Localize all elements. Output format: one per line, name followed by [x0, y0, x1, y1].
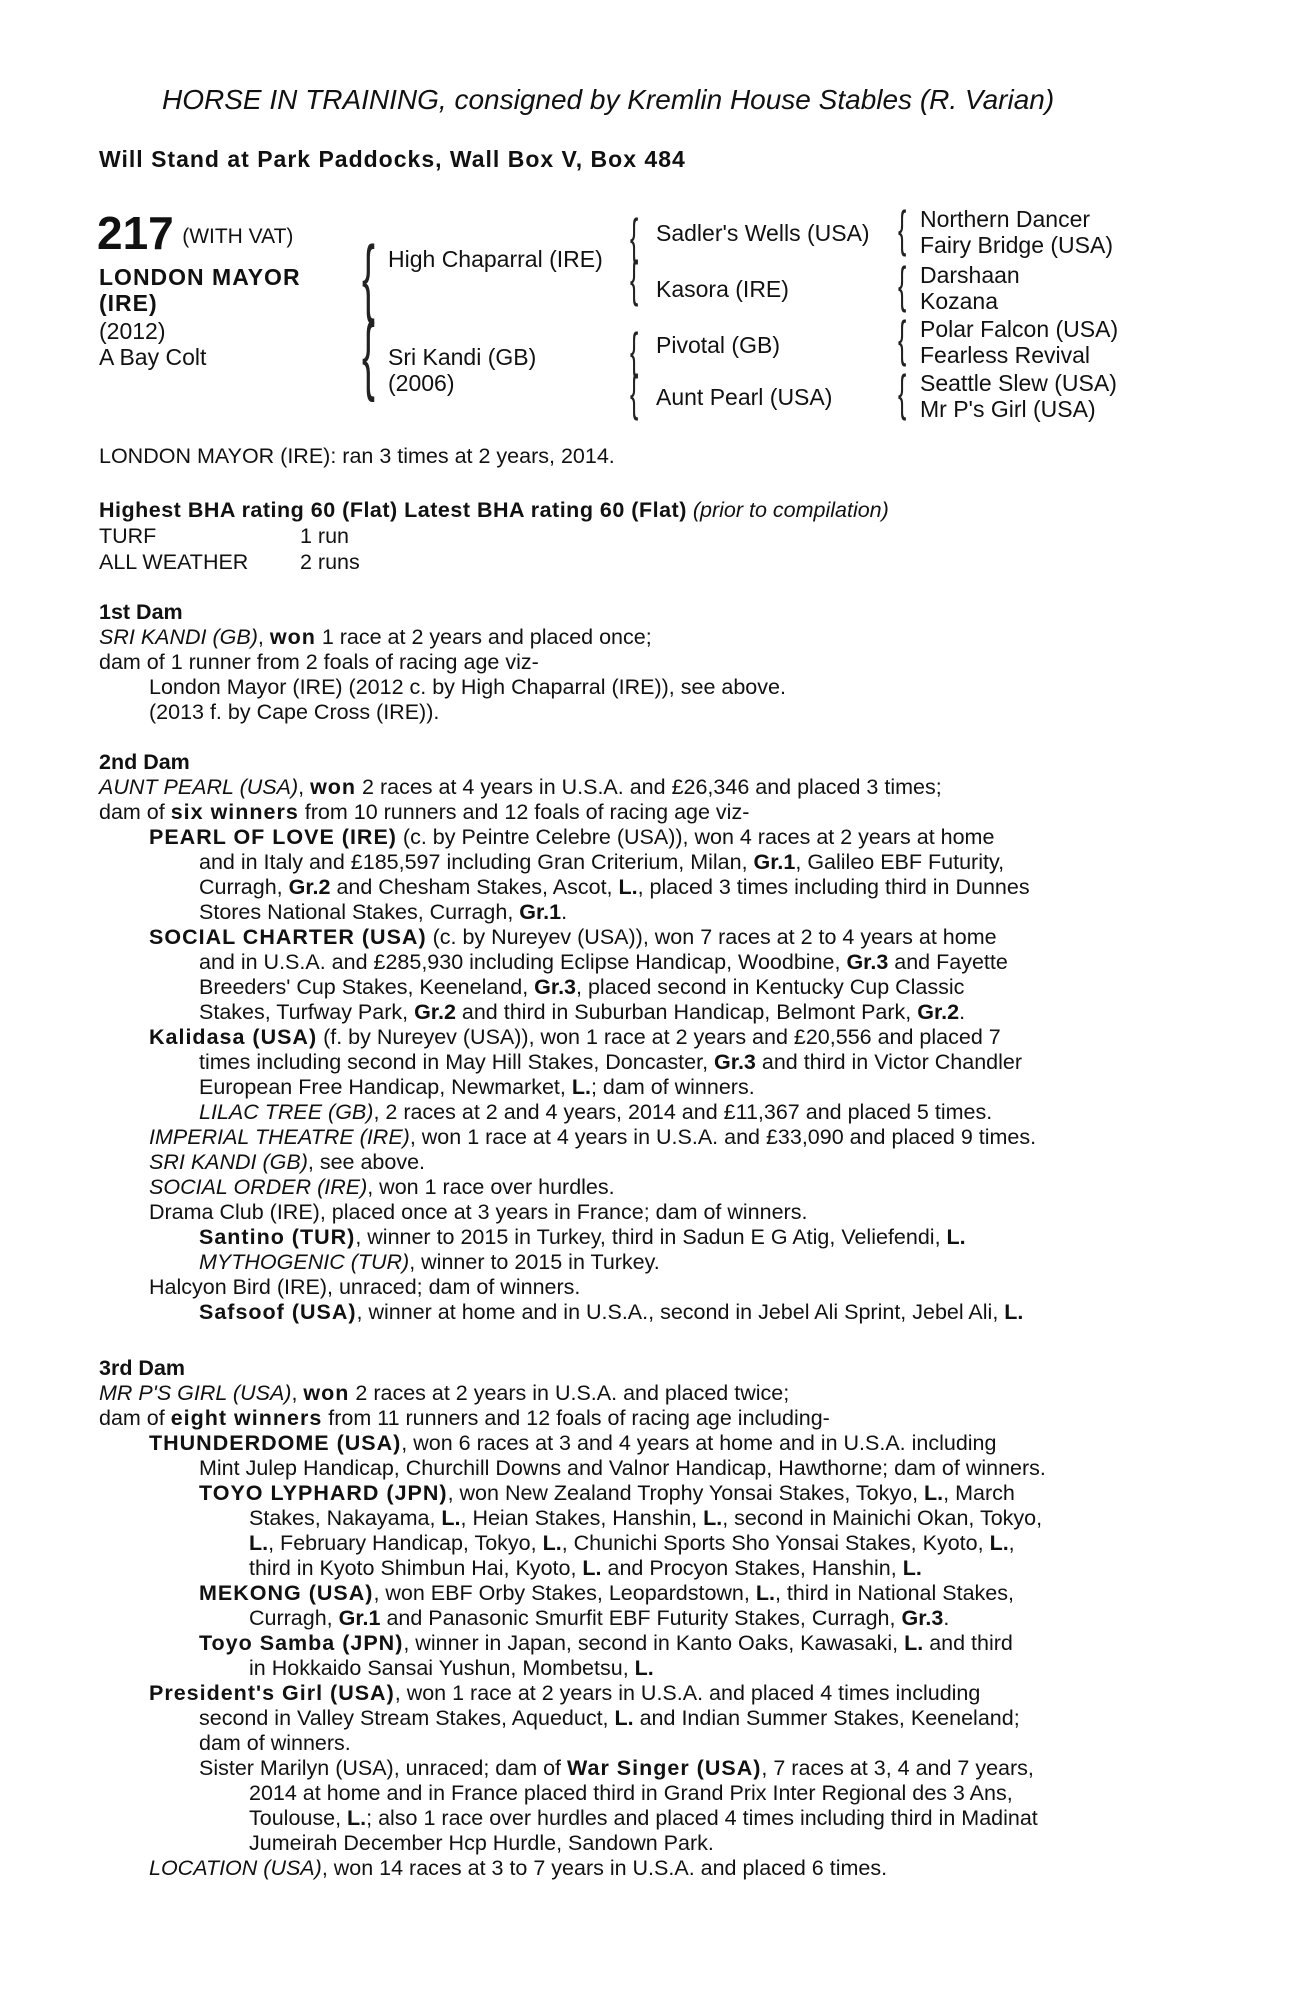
dam-year: (2006) [388, 370, 455, 396]
second-dam-line: Safsoof (USA), winner at home and in U.S.A., second in Jebel Ali Sprint, Jebel Ali, L. [199, 1300, 1024, 1324]
third-dam-line: third in Kyoto Shimbun Hai, Kyoto, L. and Procyon Stakes, Hanshin, L. [249, 1556, 922, 1580]
third-dam-line: in Hokkaido Sansai Yushun, Mombetsu, L. [249, 1656, 654, 1680]
second-dam-line: Breeders' Cup Stakes, Keeneland, Gr.3, placed second in Kentucky Cup Classic [199, 975, 965, 999]
race-summary: LONDON MAYOR (IRE): ran 3 times at 2 years, 2014. [99, 444, 615, 468]
pedigree-brace: { [630, 251, 639, 307]
third-dam-line: Sister Marilyn (USA), unraced; dam of War Singer (USA), 7 races at 3, 4 and 7 years, [199, 1756, 1034, 1780]
dam-sire-dam: Fearless Revival [920, 342, 1090, 368]
second-dam-line: SOCIAL ORDER (IRE), won 1 race over hurdles. [149, 1175, 615, 1199]
third-dam-line: THUNDERDOME (USA), won 6 races at 3 and 4 years at home and in U.S.A. including [149, 1431, 997, 1455]
turf-label: TURF [99, 524, 157, 548]
second-dam-line: Kalidasa (USA) (f. by Nureyev (USA)), won 1 race at 2 years and £20,556 and placed 7 [149, 1025, 1001, 1049]
sire: High Chaparral (IRE) [388, 246, 603, 272]
pedigree-brace: { [898, 365, 907, 421]
first-dam-line: (2013 f. by Cape Cross (IRE)). [149, 700, 440, 724]
first-dam-line: SRI KANDI (GB), won 1 race at 2 years and placed once; [99, 625, 652, 649]
first-dam-line: dam of 1 runner from 2 foals of racing age viz- [99, 650, 539, 674]
second-dam-line: MYTHOGENIC (TUR), winner to 2015 in Turkey. [199, 1250, 660, 1274]
second-dam-line: SRI KANDI (GB), see above. [149, 1150, 426, 1174]
pedigree-brace: { [898, 201, 907, 257]
third-dam-line: LOCATION (USA), won 14 races at 3 to 7 years in U.S.A. and placed 6 times. [149, 1856, 888, 1880]
dam-sire-sire: Polar Falcon (USA) [920, 316, 1119, 342]
horse-country: (IRE) [99, 290, 158, 316]
section-heading: 2nd Dam [99, 750, 190, 774]
bha-rating: Highest BHA rating 60 (Flat) Latest BHA rating 60 (Flat) [99, 498, 687, 522]
rating-line [99, 498, 889, 523]
second-dam-line: Stores National Stakes, Curragh, Gr.1. [199, 900, 568, 924]
third-dam-line: Toulouse, L.; also 1 race over hurdles and placed 4 times including third in Madinat [249, 1806, 1038, 1830]
sire-sire: Sadler's Wells (USA) [656, 220, 870, 246]
second-dam-line: IMPERIAL THEATRE (IRE), won 1 race at 4 years in U.S.A. and £33,090 and placed 9 times. [149, 1125, 1037, 1149]
aw-label: ALL WEATHER [99, 550, 249, 574]
second-dam-line: SOCIAL CHARTER (USA) (c. by Nureyev (USA)), won 7 races at 2 to 4 years at home [149, 925, 997, 949]
second-dam-line: and in U.S.A. and £285,930 including Eclipse Handicap, Woodbine, Gr.3 and Fayette [199, 950, 1008, 974]
pedigree-brace: { [630, 365, 639, 421]
second-dam-line: European Free Handicap, Newmarket, L.; dam of winners. [199, 1075, 755, 1099]
foaling-year: (2012) [99, 318, 166, 344]
pedigree-brace: { [630, 323, 639, 379]
horse-name: LONDON MAYOR [99, 264, 301, 290]
second-dam-line: LILAC TREE (GB), 2 races at 2 and 4 years, 2014 and £11,367 and placed 5 times. [199, 1100, 993, 1124]
third-dam-line: MR P'S GIRL (USA), won 2 races at 2 years in U.S.A. and placed twice; [99, 1381, 790, 1405]
stand-location: Will Stand at Park Paddocks, Wall Box V, Box 484 [99, 146, 686, 172]
turf-value: 1 run [300, 524, 350, 548]
section-heading: 3rd Dam [99, 1356, 186, 1380]
second-dam-line: PEARL OF LOVE (IRE) (c. by Peintre Celebre (USA)), won 4 races at 2 years at home [149, 825, 995, 849]
pedigree-brace: { [362, 307, 375, 403]
second-dam-line: Stakes, Turfway Park, Gr.2 and third in Suburban Handicap, Belmont Park, Gr.2. [199, 1000, 966, 1024]
third-dam-line: TOYO LYPHARD (JPN), won New Zealand Trophy Yonsai Stakes, Tokyo, L., March [199, 1481, 1015, 1505]
dam: Sri Kandi (GB) [388, 344, 537, 370]
third-dam-line: Jumeirah December Hcp Hurdle, Sandown Park. [249, 1831, 714, 1855]
pedigree-brace: { [898, 257, 907, 313]
dam-dam-sire: Seattle Slew (USA) [920, 370, 1117, 396]
sire-dam-dam: Kozana [920, 288, 999, 314]
third-dam-line: dam of winners. [199, 1731, 351, 1755]
third-dam-line: dam of eight winners from 11 runners and 12 foals of racing age including- [99, 1406, 830, 1430]
sire-sire-sire: Northern Dancer [920, 206, 1091, 232]
sire-sire-dam: Fairy Bridge (USA) [920, 232, 1113, 258]
second-dam-line: Halcyon Bird (IRE), unraced; dam of winners. [149, 1275, 581, 1299]
third-dam-line: Toyo Samba (JPN), winner in Japan, second in Kanto Oaks, Kawasaki, L. and third [199, 1631, 1013, 1655]
sire-dam: Kasora (IRE) [656, 276, 789, 302]
lot-number-block [97, 206, 294, 260]
second-dam-line: Drama Club (IRE), placed once at 3 years in France; dam of winners. [149, 1200, 808, 1224]
aw-value: 2 runs [300, 550, 360, 574]
second-dam-line: dam of six winners from 10 runners and 12 foals of racing age viz- [99, 800, 750, 824]
third-dam-line: President's Girl (USA), won 1 race at 2 years in U.S.A. and placed 4 times including [149, 1681, 981, 1705]
first-dam-section [99, 600, 786, 725]
third-dam-line: second in Valley Stream Stakes, Aqueduct, L. and Indian Summer Stakes, Keeneland; [199, 1706, 1020, 1730]
rating-note: (prior to compilation) [692, 498, 889, 522]
third-dam-line: MEKONG (USA), won EBF Orby Stakes, Leopardstown, L., third in National Stakes, [199, 1581, 1014, 1605]
horse-description: A Bay Colt [99, 344, 207, 370]
third-dam-section [99, 1356, 1046, 1881]
second-dam-section [99, 750, 1036, 1325]
consignment-header: HORSE IN TRAINING, consigned by Kremlin House Stables (R. Varian) [162, 84, 1055, 115]
second-dam-line: Curragh, Gr.2 and Chesham Stakes, Ascot, L., placed 3 times including third in Dunnes [199, 875, 1030, 899]
second-dam-line: times including second in May Hill Stakes, Doncaster, Gr.3 and third in Victor Chandler [199, 1050, 1023, 1074]
section-heading: 1st Dam [99, 600, 183, 624]
third-dam-line: 2014 at home and in France placed third in Grand Prix Inter Regional des 3 Ans, [249, 1781, 1013, 1805]
third-dam-line: Mint Julep Handicap, Churchill Downs and Valnor Handicap, Hawthorne; dam of winners. [199, 1456, 1046, 1480]
second-dam-line: and in Italy and £185,597 including Gran Criterium, Milan, Gr.1, Galileo EBF Futurity, [199, 850, 1005, 874]
third-dam-line: Curragh, Gr.1 and Panasonic Smurfit EBF Futurity Stakes, Curragh, Gr.3. [249, 1606, 950, 1630]
second-dam-line: Santino (TUR), winner to 2015 in Turkey, third in Sadun E G Atig, Veliefendi, L. [199, 1225, 966, 1249]
pedigree-brace: { [630, 209, 639, 265]
vat-note: (WITH VAT) [182, 225, 294, 248]
dam-sire: Pivotal (GB) [656, 332, 780, 358]
dam-dam: Aunt Pearl (USA) [656, 384, 833, 410]
dam-dam-dam: Mr P's Girl (USA) [920, 396, 1096, 422]
first-dam-line: London Mayor (IRE) (2012 c. by High Chaparral (IRE)), see above. [149, 675, 786, 699]
pedigree-brace: { [362, 229, 375, 325]
sire-dam-sire: Darshaan [920, 262, 1020, 288]
second-dam-line: AUNT PEARL (USA), won 2 races at 4 years in U.S.A. and £26,346 and placed 3 times; [99, 775, 942, 799]
lot-number: 217 [97, 207, 174, 259]
pedigree-brace: { [898, 311, 907, 367]
third-dam-line: Stakes, Nakayama, L., Heian Stakes, Hanshin, L., second in Mainichi Okan, Tokyo, [249, 1506, 1043, 1530]
third-dam-line: L., February Handicap, Tokyo, L., Chunichi Sports Sho Yonsai Stakes, Kyoto, L., [249, 1531, 1015, 1555]
